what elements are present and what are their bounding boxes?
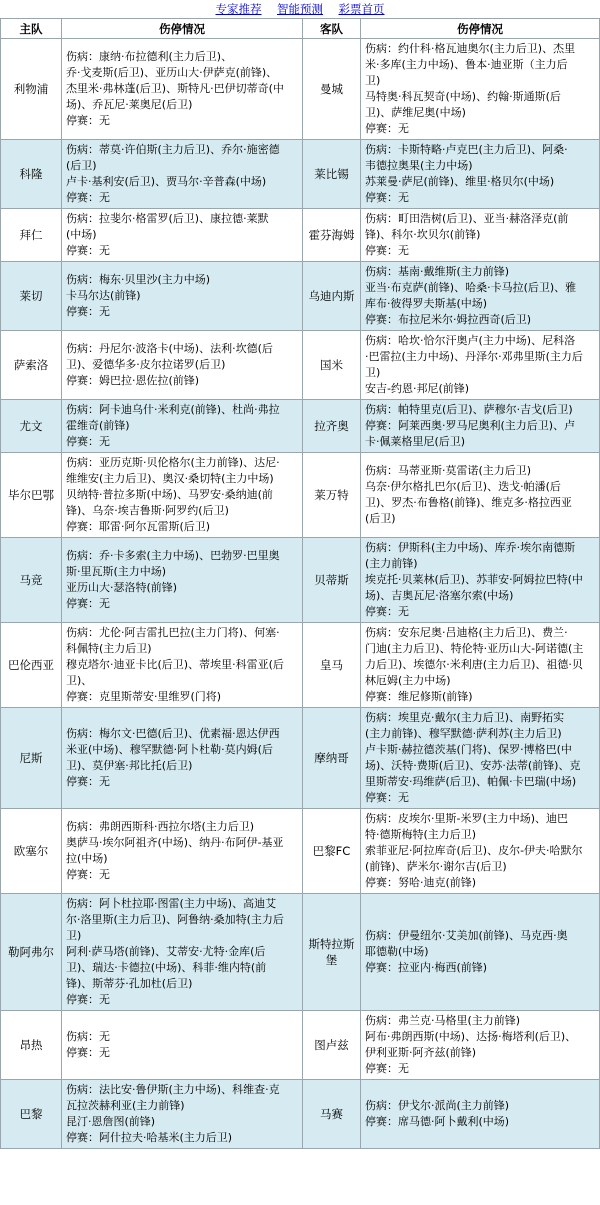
away-injury-info [361, 623, 600, 708]
injury-line: 伤病：哈坎·恰尔汗奥卢(主力中场)、尼科洛 [365, 334, 576, 347]
home-injury-info [62, 262, 303, 331]
injury-line: 停赛：无 [66, 191, 110, 204]
injury-line: 杰里米·弗林蓬(后卫)、斯特凡·巴伊切蒂奇(中 [66, 82, 284, 95]
home-team-name: 巴伦西亚 [1, 623, 62, 708]
injury-line: 拉(中场) [66, 852, 108, 865]
home-team-name: 莱切 [1, 262, 62, 331]
away-injury-info [361, 331, 600, 400]
injury-line: 埃克托·贝莱林(后卫)、苏菲安·阿姆拉巴特(中 [365, 573, 583, 586]
injury-line: 耶德勒(中场) [365, 945, 429, 958]
injury-line: 科佩特(主力后卫) [66, 642, 152, 655]
injury-line: 伤病：约什科·格瓦迪奥尔(主力后卫)、杰里 [365, 42, 576, 55]
home-injury-info [62, 538, 303, 623]
header-away-injury: 伤停情况 [361, 19, 600, 39]
injury-line: 卫)、莫伊塞·邦比托(后卫) [66, 759, 193, 772]
injury-line: 停赛：无 [66, 305, 110, 318]
injury-line: 阿布·弗朗西斯(中场)、达扬·梅塔利(后卫)、 [365, 1030, 577, 1043]
injury-line: 卫)、爱德华多·皮尔拉诺罗(后卫) [66, 358, 226, 371]
injury-line: 穆克塔尔·迪亚卡比(后卫)、蒂埃里·科雷亚(后 [66, 658, 284, 671]
away-team-name: 拉齐奥 [303, 400, 361, 453]
injury-line: 伤病：拉斐尔·格雷罗(后卫)、康拉德·莱默 [66, 212, 269, 225]
injury-line: 伤病：安东尼奥·吕迪格(主力后卫)、费兰· [365, 626, 568, 639]
injury-line: ·巴雷拉(主力中场)、丹泽尔·邓弗里斯(主力后 [365, 350, 583, 363]
injury-line: 库布·彼得罗夫斯基(中场) [365, 297, 488, 310]
away-injury-info [361, 894, 600, 1011]
injury-line: 锋)、科尔·坎贝尔(前锋) [365, 228, 481, 241]
table-row [1, 538, 600, 623]
injury-line: 瓦拉茨赫利亚(主力前锋) [66, 1099, 185, 1112]
header-away-team: 客队 [303, 19, 361, 39]
away-team-name: 国米 [303, 331, 361, 400]
injury-line: 伤病：梅尔文·巴德(后卫)、优素福·恩达伊西 [66, 727, 280, 740]
table-row [1, 331, 600, 400]
injury-line: (前锋)、萨米尔·谢尔吉(后卫) [365, 860, 507, 873]
home-team-name: 欧塞尔 [1, 809, 62, 894]
injury-line: 阿利·萨马塔(前锋)、艾蒂安·尤特·金库(后 [66, 945, 266, 958]
injury-line: 场)、沃特·费斯(后卫)、安苏·法蒂(前锋)、克 [365, 759, 581, 772]
away-injury-info [361, 453, 600, 538]
injury-line: 米·多库(主力中场)、鲁本·迪亚斯（主力后 [365, 58, 568, 71]
injury-line: 昆汀·恩詹图(前锋) [66, 1115, 156, 1128]
table-row [1, 623, 600, 708]
home-team-name: 萨索洛 [1, 331, 62, 400]
injury-line: 停赛：无 [66, 993, 110, 1006]
injury-line: 停赛：阿什拉夫·哈基米(主力后卫) [66, 1131, 233, 1144]
injury-line: (主力前锋)、穆罕默德·萨利苏(主力后卫) [365, 727, 562, 740]
table-row [1, 39, 600, 140]
injury-line: 停赛：无 [66, 1046, 110, 1059]
injury-line: 卡马尔达(前锋) [66, 289, 141, 302]
injury-line: 卫)、瑞达·卡德拉(中场)、科菲·维内特(前 [66, 961, 267, 974]
injury-line: 乔·戈麦斯(后卫)、亚历山大·伊萨克(前锋)、 [66, 66, 278, 79]
table-row [1, 400, 600, 453]
home-team-name: 拜仁 [1, 209, 62, 262]
home-injury-info [62, 453, 303, 538]
table-row [1, 1011, 600, 1080]
injury-line: 卫)、萨维尼奥(中场) [365, 106, 466, 119]
away-injury-info [361, 1011, 600, 1080]
injury-line: 伤病：亚历克斯·贝伦格尔(主力前锋)、达尼· [66, 456, 280, 469]
home-injury-info [62, 1011, 303, 1080]
table-row [1, 1080, 600, 1149]
table-row [1, 708, 600, 809]
injury-line: 米亚(中场)、穆罕默德·阿卜杜勒·莫内姆(后 [66, 743, 273, 756]
away-team-name: 巴黎FC [303, 809, 361, 894]
injury-line: 停赛：无 [66, 597, 110, 610]
injury-line: 停赛：无 [66, 244, 110, 257]
injury-line: 维维安(主力后卫)、奥汉·桑切特(主力中场) [66, 472, 274, 485]
home-team-name: 尼斯 [1, 708, 62, 809]
home-team-name: 毕尔巴鄂 [1, 453, 62, 538]
injury-line: 苏莱曼·萨尼(前锋)、维里·格贝尔(中场) [365, 175, 555, 188]
injury-line: 林厄姆(主力中场) [365, 674, 451, 687]
away-team-name: 曼城 [303, 39, 361, 140]
away-injury-info [361, 262, 600, 331]
home-team-name: 巴黎 [1, 1080, 62, 1149]
injury-line: 伤病：弗朗西斯科·西拉尔塔(主力后卫) [66, 820, 255, 833]
injury-line: 停赛：克里斯蒂安·里维罗(门将) [66, 690, 222, 703]
injury-line: 伤病：弗兰克·马格里(主力前锋) [365, 1014, 521, 1027]
injury-line: 停赛：无 [365, 122, 409, 135]
injury-line: 场)、乔瓦尼·莱奥尼(后卫) [66, 98, 193, 111]
nav-link-expert[interactable]: 专家推荐 [215, 2, 262, 16]
table-row [1, 209, 600, 262]
injury-line: 停赛：无 [66, 435, 110, 448]
injury-line: 锋)、乌奈·埃吉鲁斯·阿罗约(后卫) [66, 504, 229, 517]
injury-line: 停赛：无 [66, 868, 110, 881]
home-team-name: 尤文 [1, 400, 62, 453]
injury-line: 伤病：埃里克·戴尔(主力后卫)、南野拓实 [365, 711, 565, 724]
injury-line: 卫)、罗杰·布鲁格(前锋)、维克多·格拉西亚 [365, 496, 572, 509]
injury-line: 停赛：席马德·阿卜戴利(中场) [365, 1115, 510, 1128]
home-injury-info [62, 39, 303, 140]
injury-line: 韦德拉奥果(主力中场) [365, 159, 473, 172]
injury-line: 伊利亚斯·阿齐兹(前锋) [365, 1046, 477, 1059]
injury-line: 霍维奇(前锋) [66, 419, 130, 432]
injury-line: 乌奈·伊尔格扎巴尔(后卫)、迭戈·帕潘(后 [365, 480, 561, 493]
table-row [1, 262, 600, 331]
injury-line: 伤病：乔·卡多索(主力中场)、巴勃罗·巴里奥 [66, 549, 280, 562]
injury-line: 伤病：马蒂亚斯·莫雷诺(主力后卫) [365, 464, 532, 477]
injury-line: 伤病：丹尼尔·波洛卡(中场)、法利·坎德(后 [66, 342, 273, 355]
table-header-row [1, 19, 600, 39]
injury-line: 停赛：阿莱西奥·罗马尼奥利(主力后卫)、卢 [365, 419, 576, 432]
nav-link-lottery-home[interactable]: 彩票首页 [338, 2, 385, 16]
home-injury-info [62, 623, 303, 708]
home-team-name: 勒阿弗尔 [1, 894, 62, 1011]
table-row [1, 894, 600, 1011]
away-injury-info [361, 209, 600, 262]
injury-line: 伤病：伊斯科(主力中场)、库乔·埃尔南德斯 [365, 541, 576, 554]
injury-line: 马特奥·科瓦契奇(中场)、约翰·斯通斯(后 [365, 90, 561, 103]
injury-line: 斯·里瓦斯(主力中场) [66, 565, 167, 578]
injury-line: 卢卡·基利安(后卫)、贾马尔·辛普森(中场) [66, 175, 267, 188]
injury-line: 停赛：无 [365, 1062, 409, 1075]
table-row [1, 809, 600, 894]
injury-line: 停赛：无 [66, 775, 110, 788]
injury-line: 伤病：阿卜杜拉耶·图雷(主力中场)、高迪艾 [66, 897, 277, 910]
injury-line: 贝纳特·普拉多斯(中场)、马罗安·桑纳迪(前 [66, 488, 273, 501]
injury-line: 停赛：耶雷·阿尔瓦雷斯(后卫) [66, 520, 211, 533]
home-injury-info [62, 809, 303, 894]
injury-line: 尔·洛里斯(主力后卫)、阿鲁纳·桑加特(主力后 [66, 913, 284, 926]
away-injury-info [361, 708, 600, 809]
injury-line: 卫) [66, 929, 82, 942]
injury-line: 停赛：无 [365, 605, 409, 618]
injury-line: 停赛：拉亚内·梅西(前锋) [365, 961, 488, 974]
injury-line: 卫) [365, 366, 381, 379]
injury-line: 里斯蒂安·玛维萨(后卫)、帕佩·卡巴瑞(中场) [365, 775, 577, 788]
injury-line: 卫)、 [66, 674, 93, 687]
header-home-injury: 伤停情况 [62, 19, 303, 39]
away-team-name: 摩纳哥 [303, 708, 361, 809]
injury-line: (中场) [66, 228, 97, 241]
injury-line: (主力前锋) [365, 557, 418, 570]
away-team-name: 皇马 [303, 623, 361, 708]
injury-line: 伤病：蒂莫·许伯斯(主力后卫)、乔尔·施密德 [66, 143, 280, 156]
home-team-name: 利物浦 [1, 39, 62, 140]
injury-line: 伤病：伊曼纽尔·艾美加(前锋)、马克西·奥 [365, 929, 568, 942]
injury-line: 伤病：町田浩树(后卫)、亚当·赫洛泽克(前 [365, 212, 569, 225]
home-injury-info [62, 209, 303, 262]
injury-line: 伤病：帕特里克(后卫)、萨穆尔·吉戈(后卫) [365, 403, 573, 416]
away-injury-info [361, 538, 600, 623]
injury-line: 伤病：伊戈尔·派尚(主力前锋) [365, 1099, 510, 1112]
home-injury-info [62, 894, 303, 1011]
home-team-name: 科隆 [1, 140, 62, 209]
injury-line: (后卫) [66, 159, 97, 172]
away-injury-info [361, 400, 600, 453]
injury-line: 奥萨马·埃尔阿祖齐(中场)、纳丹·布阿伊-基亚 [66, 836, 284, 849]
injury-line: 伤病：尤伦·阿吉雷扎巴拉(主力门将)、何塞· [66, 626, 280, 639]
injury-line: 停赛：布拉尼米尔·姆拉西奇(后卫) [365, 313, 532, 326]
injury-line: 伤病：基南·戴维斯(主力前锋) [365, 265, 510, 278]
away-injury-info [361, 140, 600, 209]
injury-line: 卢卡斯·赫拉德茨基(门将)、保罗·博格巴(中 [365, 743, 572, 756]
home-team-name: 昂热 [1, 1011, 62, 1080]
injury-line: 伤病：无 [66, 1030, 110, 1043]
injury-line: 停赛：无 [365, 244, 409, 257]
away-team-name: 斯特拉斯堡 [303, 894, 361, 1011]
table-body [1, 39, 600, 1149]
injury-line: 停赛：努哈·迪克(前锋) [365, 876, 477, 889]
injury-line: 安吉-约恩·邦尼(前锋) [365, 382, 470, 395]
injury-line: 亚当·布克萨(前锋)、哈桑·卡马拉(后卫)、雅 [365, 281, 577, 294]
injury-line: 锋)、斯蒂芬·孔加杜(后卫) [66, 977, 193, 990]
injury-line: 场)、吉奥瓦尼·洛塞尔索(中场) [365, 589, 514, 602]
home-injury-info [62, 140, 303, 209]
injury-line: 停赛：无 [66, 114, 110, 127]
away-injury-info [361, 1080, 600, 1149]
injury-line: 力后卫)、埃德尔·米利唐(主力后卫)、祖德·贝 [365, 658, 583, 671]
away-injury-info [361, 809, 600, 894]
away-team-name: 图卢兹 [303, 1011, 361, 1080]
table-row [1, 140, 600, 209]
away-team-name: 贝蒂斯 [303, 538, 361, 623]
home-injury-info [62, 708, 303, 809]
injury-line: 索菲亚尼·阿拉库奇(后卫)、皮尔-伊夫·哈默尔 [365, 844, 583, 857]
injury-line: 伤病：卡斯特略·卢克巴(主力后卫)、阿桑· [365, 143, 568, 156]
injury-line: 卫) [365, 74, 381, 87]
injury-line: 特·德斯梅特(主力后卫) [365, 828, 477, 841]
away-team-name: 马赛 [303, 1080, 361, 1149]
injury-line: 停赛：无 [365, 791, 409, 804]
away-team-name: 乌迪内斯 [303, 262, 361, 331]
injury-line: 伤病：法比安·鲁伊斯(主力中场)、科维查·克 [66, 1083, 280, 1096]
home-injury-info [62, 1080, 303, 1149]
away-team-name: 莱比锡 [303, 140, 361, 209]
injury-line: 伤病：皮埃尔·里斯-米罗(主力中场)、迪巴 [365, 812, 569, 825]
table-row [1, 453, 600, 538]
injury-line: 亚历山大·瑟洛特(前锋) [66, 581, 178, 594]
injury-line: 停赛：无 [365, 191, 409, 204]
away-injury-info [361, 39, 600, 140]
top-nav [0, 0, 600, 18]
home-injury-info [62, 400, 303, 453]
injury-line: 伤病：阿卡迪乌什·米利克(前锋)、杜尚·弗拉 [66, 403, 280, 416]
injury-line: 伤病：梅东·贝里沙(主力中场) [66, 273, 211, 286]
injury-line: 卡·佩莱格里尼(后卫) [365, 435, 466, 448]
injury-line: 停赛：姆巴拉·恩佐拉(前锋) [66, 374, 200, 387]
injury-line: 门迪(主力后卫)、特伦特·亚历山大-阿诺德(主 [365, 642, 584, 655]
injury-line: (后卫) [365, 512, 396, 525]
injury-line: 伤病：康纳·布拉德利(主力后卫)、 [66, 50, 233, 63]
away-team-name: 莱万特 [303, 453, 361, 538]
injury-table [0, 18, 600, 1149]
home-injury-info [62, 331, 303, 400]
away-team-name: 霍芬海姆 [303, 209, 361, 262]
home-team-name: 马竞 [1, 538, 62, 623]
header-home-team: 主队 [1, 19, 62, 39]
injury-line: 停赛：维尼修斯(前锋) [365, 690, 473, 703]
nav-link-prediction[interactable]: 智能预测 [277, 2, 323, 16]
